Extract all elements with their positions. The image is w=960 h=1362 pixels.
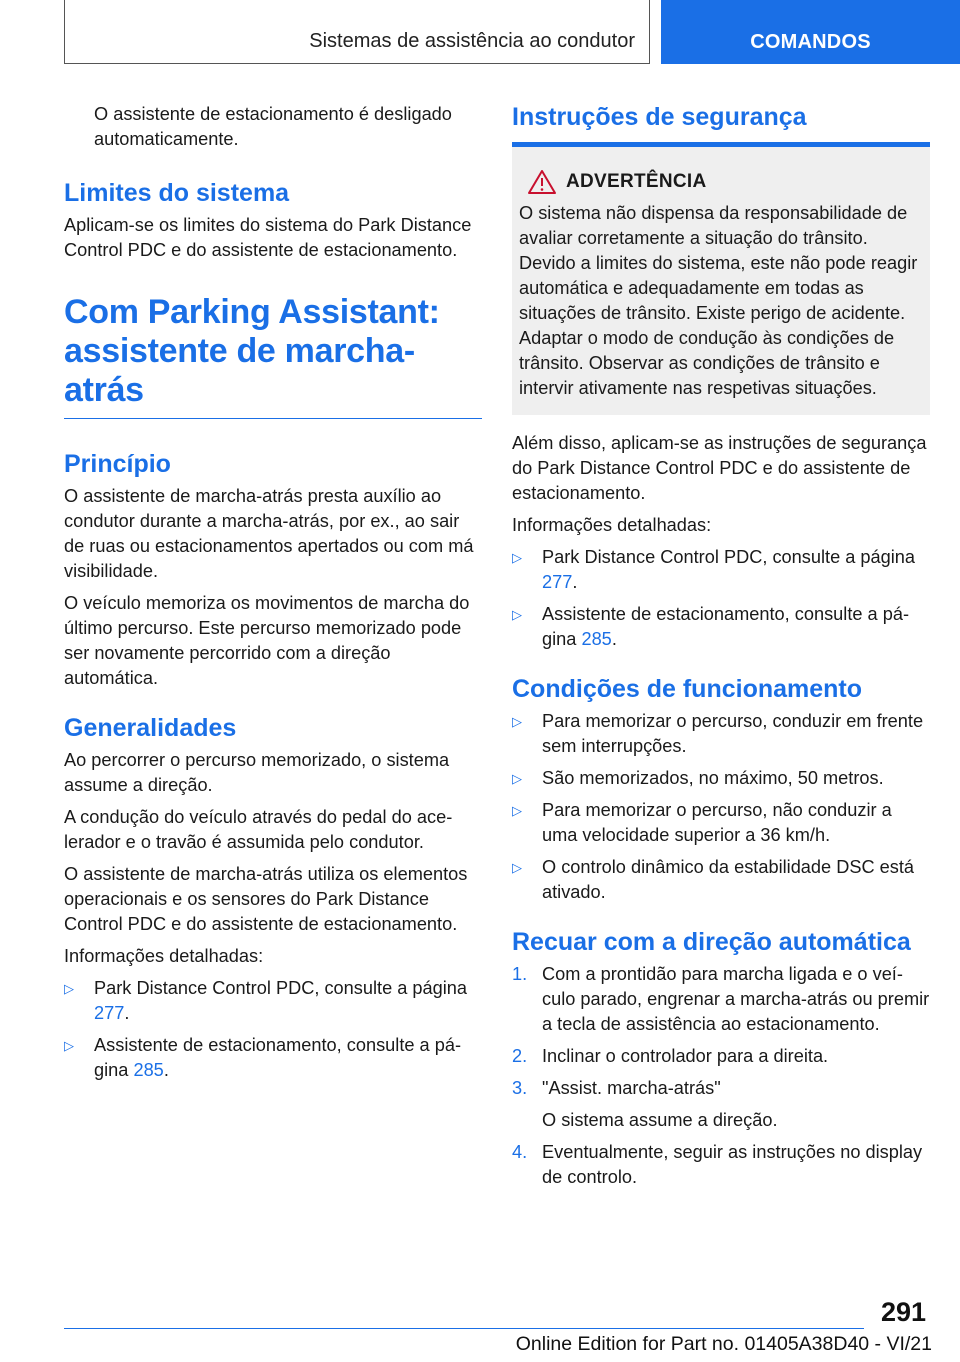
list-item: ▷ Assistente de estacionamento, consulte a página 285. bbox=[512, 604, 910, 649]
info-label: Informações detalhadas: bbox=[512, 515, 712, 535]
triangle-right-icon: ▷ bbox=[512, 771, 522, 786]
left-column bbox=[64, 102, 482, 1090]
limits-heading: Limites do sistema bbox=[64, 179, 290, 207]
general-paragraph-2: A condução do veículo através do pedal do acelerador e o travão é assumida pelo condutor. bbox=[64, 807, 453, 852]
list-item bbox=[512, 766, 930, 791]
warning-header bbox=[519, 169, 924, 195]
footer-divider bbox=[64, 1328, 864, 1329]
header-section-title: Sistemas de assistência ao condutor bbox=[309, 30, 635, 52]
principle-paragraph-2: O veículo memoriza os movimentos de marcha do último percurso. Este percurso memorizado pode ser novamente percorrido com a direção automática. bbox=[64, 593, 470, 688]
principle-paragraph-1: O assistente de marcha-atrás presta auxílio ao condutor durante a marcha-atrás, por ex., ao sair de ruas ou estacionamentos apertados ou com má visibilidade. bbox=[64, 486, 474, 581]
steps-list bbox=[512, 962, 930, 1190]
triangle-right-icon: ▷ bbox=[512, 550, 522, 565]
limits-text: Aplicam-se os limites do sistema do Park Distance Control PDC e do assistente de estacionamento. bbox=[64, 215, 472, 260]
warning-text: O sistema não dispensa da responsabilidade de avaliar corretamente a situação do trânsito. Devido a limites do sistema, este não pode reagir automática e adequadamente em todas as situações de trânsito. Existe perigo de acidente. Adaptar o modo de condução às condições de trânsito. Observar as condições de trânsito e intervir ativamente nas respetivas situações. bbox=[519, 203, 918, 398]
reference-text: Park Distance Control PDC, consulte a página bbox=[542, 547, 916, 567]
step-text: Com a prontidão para marcha ligada e o veículo parado, engrenar a marcha-atrás ou premir a tecla de assistência ao estacionamento. bbox=[542, 964, 930, 1034]
list-item bbox=[512, 855, 930, 905]
list-item bbox=[512, 1140, 930, 1190]
general-heading: Generalidades bbox=[64, 714, 237, 742]
condition-text: Para memorizar o percurso, não conduzir a uma velocidade superior a 36 km/h. bbox=[542, 800, 892, 845]
warning-label: ADVERTÊNCIA bbox=[566, 171, 707, 192]
principle-heading: Princípio bbox=[64, 450, 171, 478]
triangle-right-icon: ▷ bbox=[64, 1038, 74, 1053]
list-item bbox=[512, 1044, 930, 1069]
conditions-list bbox=[512, 709, 930, 905]
general-paragraph-3: O assistente de marcha-atrás utiliza os elementos operacionais e os sensores do Park Distance Control PDC e do assistente de estacionamento. bbox=[64, 864, 468, 934]
step-number: 4. bbox=[512, 1142, 528, 1162]
list-item: ▷ Assistente de estacionamento, consulte a página 285. bbox=[64, 1035, 462, 1080]
step-number: 3. bbox=[512, 1078, 528, 1098]
step-text: Eventualmente, seguir as instruções no display de controlo. bbox=[542, 1142, 923, 1187]
page-link-277[interactable]: 277 bbox=[94, 1003, 125, 1023]
header-section-box bbox=[64, 0, 650, 64]
left-reference-list bbox=[64, 976, 482, 1083]
safety-paragraph: Além disso, aplicam-se as instruções de segurança do Park Distance Control PDC e do assistente de estacionamento. bbox=[512, 433, 927, 503]
info-label: Informações detalhadas: bbox=[64, 946, 264, 966]
list-item: ▷ Park Distance Control PDC, consulte a página 277. bbox=[512, 547, 916, 592]
list-item bbox=[512, 1076, 930, 1101]
step-result-text: O sistema assume a direção. bbox=[542, 1110, 778, 1130]
page-link-277[interactable]: 277 bbox=[542, 572, 573, 592]
step-number: 2. bbox=[512, 1046, 528, 1066]
condition-text: Para memorizar o percurso, conduzir em frente sem interrupções. bbox=[542, 711, 924, 756]
step-number: 1. bbox=[512, 964, 528, 984]
reference-text: Park Distance Control PDC, consulte a página bbox=[94, 978, 468, 998]
footer-edition: Online Edition for Part no. 01405A38D40 - VI/21 bbox=[515, 1333, 932, 1355]
right-reference-list bbox=[512, 545, 930, 652]
warning-triangle-icon bbox=[527, 169, 557, 195]
main-heading: Com Parking Assistant: assistente de marcha-atrás bbox=[64, 293, 482, 419]
warning-box bbox=[512, 142, 930, 415]
condition-text: São memorizados, no máximo, 50 metros. bbox=[542, 768, 884, 788]
page-link-285[interactable]: 285 bbox=[581, 629, 612, 649]
triangle-right-icon: ▷ bbox=[512, 607, 522, 622]
header-chapter-label: COMANDOS bbox=[750, 31, 871, 53]
right-column bbox=[512, 102, 930, 1197]
step-result bbox=[512, 1108, 930, 1133]
triangle-right-icon: ▷ bbox=[512, 714, 522, 729]
list-item bbox=[512, 798, 930, 848]
triangle-right-icon: ▷ bbox=[64, 981, 74, 996]
list-item bbox=[512, 709, 930, 759]
page-number: 291 bbox=[880, 1297, 926, 1327]
step-text: "Assist. marcha-atrás" bbox=[542, 1078, 721, 1098]
condition-text: O controlo dinâmico da estabilidade DSC está ativado. bbox=[542, 857, 915, 902]
general-paragraph-1: Ao percorrer o percurso memorizado, o sistema assume a direção. bbox=[64, 750, 450, 795]
step-text: Inclinar o controlador para a direita. bbox=[542, 1046, 829, 1066]
intro-text: O assistente de estacionamento é desligado automaticamente. bbox=[94, 104, 452, 149]
triangle-right-icon: ▷ bbox=[512, 860, 522, 875]
triangle-right-icon: ▷ bbox=[512, 803, 522, 818]
reverse-heading: Recuar com a direção automática bbox=[512, 928, 911, 956]
page-link-285[interactable]: 285 bbox=[133, 1060, 164, 1080]
list-item bbox=[512, 962, 930, 1037]
header-chapter-tab[interactable] bbox=[661, 0, 960, 64]
conditions-heading: Condições de funcionamento bbox=[512, 675, 863, 703]
reference-text: Assistente de estacionamento, consulte a página bbox=[94, 1035, 462, 1080]
safety-heading: Instruções de segurança bbox=[512, 103, 807, 131]
list-item: ▷ Park Distance Control PDC, consulte a página 277. bbox=[64, 978, 468, 1023]
reference-text: Assistente de estacionamento, consulte a página bbox=[542, 604, 910, 649]
